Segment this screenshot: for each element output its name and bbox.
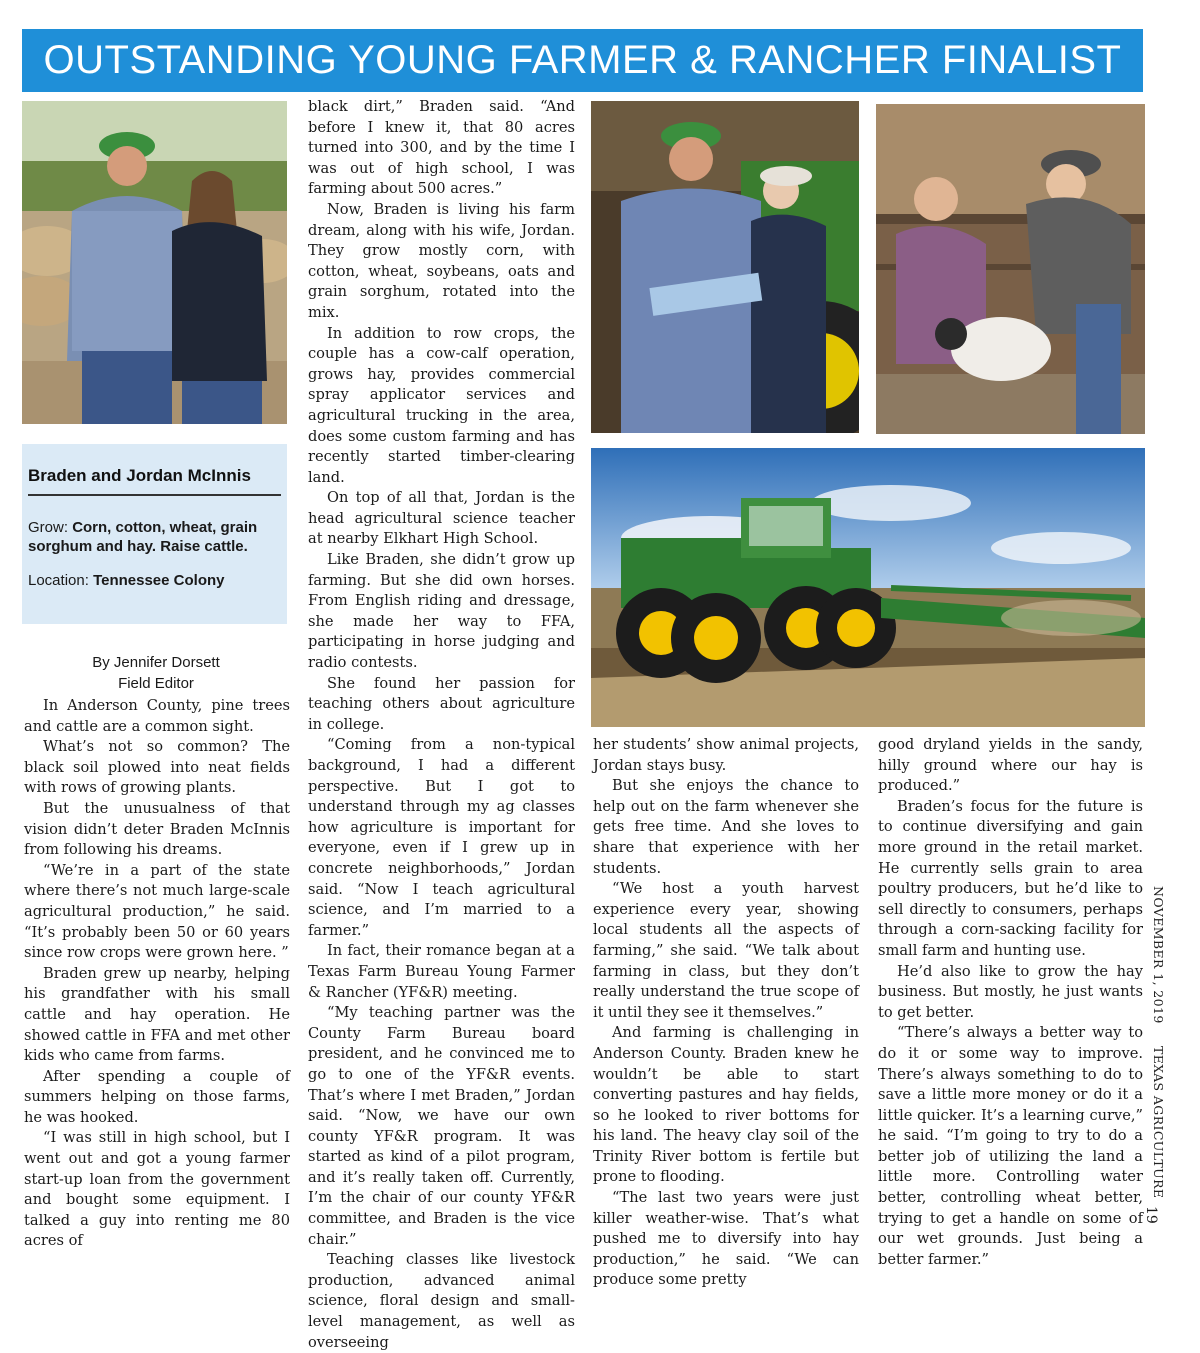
paragraph: And farming is challenging in Anderson County. Braden knew he wouldn’t be able to start converting pastures and hay fields, so he looked to river bottoms for his land. The heavy clay soil of the Trinity River bottom is fertile but prone to flooding. <box>593 1024 859 1186</box>
paragraph: “Coming from a non-typical background, I had a different perspective. But I got to understand through my ag classes how agriculture is important for everyone, even if I grew up in concrete neighborhoods,” Jordan said. “Now I teach agricultural science, and I’m married to a farmer.” <box>308 736 575 939</box>
paragraph: Braden grew up nearby, helping his grandfather with his small cattle and hay operation. He showed cattle in FFA and met other kids who came from farms. <box>24 964 290 1065</box>
folio-date: NOVEMBER 1, 2019 <box>1151 886 1166 1024</box>
paragraph: But she enjoys the chance to help out on the farm whenever she gets free time. And she loves to share that experience with her students. <box>593 777 859 877</box>
location-label: Location: <box>28 572 89 589</box>
paragraph: “There’s always a better way to do it or some way to improve. There’s always something to do to save a little more money or do it a little quicker. It’s a learning curve,” he said. “I’m going to try to do a better job of utilizing the land a little more. Controlling water better, controlling wheat better, trying to get a handle on some of our wet grounds. Just being a better farmer.” <box>878 1024 1143 1268</box>
paragraph: She found her passion for teaching others about agriculture in college. <box>308 674 575 733</box>
grow-line <box>28 518 281 556</box>
paragraph: What’s not so common? The black soil plowed into neat fields with rows of growing plants. <box>24 738 290 797</box>
byline-author: By Jennifer Dorsett <box>92 654 220 671</box>
page-number: 19 <box>1143 1206 1159 1224</box>
article-column-1 <box>24 696 290 1252</box>
paragraph: “We host a youth harvest experience every year, showing local students all the aspects of farming,” she said. “We talk about farming in class, but they don’t really understand the true scope of it until they see it themselves.” <box>593 880 859 1021</box>
section-banner <box>22 29 1143 92</box>
location-value: Tennessee Colony <box>93 572 225 589</box>
paragraph: On top of all that, Jordan is the head agricultural science teacher at nearby Elkhart High School. <box>308 489 575 548</box>
paragraph: Now, Braden is living his farm dream, along with his wife, Jordan. They grow mostly corn, with cotton, wheat, soybeans, oats and grain sorghum, rotated into the mix. <box>308 200 575 321</box>
paragraph: good dryland yields in the sandy, hilly ground where our hay is produced.” <box>878 736 1143 795</box>
article-column-4 <box>878 735 1143 1270</box>
paragraph: her students’ show animal projects, Jordan stays busy. <box>593 736 859 774</box>
banner-title: OUTSTANDING YOUNG FARMER & RANCHER FINALIST <box>43 38 1122 82</box>
farmer-names: Braden and Jordan McInnis <box>28 466 251 485</box>
location-line <box>28 572 281 589</box>
article-column-3 <box>593 735 859 1291</box>
paragraph: Like Braden, she didn’t grow up farming. But she did own horses. From English riding and dressage, she made her way to FFA, participating in horse judging and radio contests. <box>308 551 575 672</box>
grow-label: Grow: <box>28 519 69 536</box>
folio-publication: TEXAS AGRICULTURE <box>1151 1046 1166 1199</box>
paragraph: In addition to row crops, the couple has a cow-calf operation, grows hay, provides commercial spray applicator services and agricultural trucking in the area, does some custom farming and has recently started timber-clearing land. <box>308 324 575 486</box>
paragraph: After spending a couple of summers helping on those farms, he was hooked. <box>24 1067 290 1126</box>
paragraph: “We’re in a part of the state where there’s not much large-scale agricultural production,” he said. “It’s probably been 50 or 60 years since row crops were grown here. ” <box>24 861 290 962</box>
byline-role: Field Editor <box>118 675 194 692</box>
tractor-field-photo <box>591 448 1145 727</box>
livestock-sheep-photo <box>876 104 1145 434</box>
paragraph: “I was still in high school, but I went out and got a young farmer start-up loan from the government and bought some equipment. I talked a guy into renting me 80 acres of <box>24 1129 290 1250</box>
facts-divider <box>28 494 281 496</box>
paragraph: Teaching classes like livestock production, advanced animal science, floral design and small-level management, as well as overseeing <box>308 1251 575 1351</box>
classroom-tractor-photo <box>591 101 859 433</box>
paragraph: In Anderson County, pine trees and cattle are a common sight. <box>24 697 290 735</box>
paragraph: But the unusualness of that vision didn’t deter Braden McInnis from following his dreams. <box>24 799 290 859</box>
paragraph: “The last two years were just killer weather-wise. That’s what pushed me to diversify into hay production,” he said. “We can produce some pretty <box>593 1189 859 1289</box>
article-column-2 <box>308 97 575 1353</box>
paragraph: He’d also like to grow the hay business. But mostly, he just wants to get better. <box>878 962 1143 1021</box>
grow-value: Corn, cotton, wheat, grain sorghum and hay. Raise cattle. <box>28 519 258 555</box>
farm-facts-box <box>22 444 287 624</box>
paragraph: In fact, their romance began at a Texas Farm Bureau Young Farmer & Rancher (YF&R) meeting. <box>308 942 575 1001</box>
couple-portrait-photo <box>22 101 287 424</box>
paragraph: Braden’s focus for the future is to continue diversifying and gain more ground in the retail market. He currently sells grain to area poultry producers, but he’d like to sell directly to consumers, perhaps through a corn-sacking facility for small farm and hunting use. <box>878 797 1143 959</box>
paragraph: black dirt,” Braden said. “And before I knew it, that 80 acres turned into 300, and by the time I was out of high school, I was farming about 500 acres.” <box>308 98 575 198</box>
paragraph: “My teaching partner was the County Farm Bureau board president, and he convinced me to go to one of the YF&R events. That’s where I met Braden,” Jordan said. “Now, we have our own county YF&R program. It was started as kind of a pilot program, and it’s really taken off. Currently, I’m the chair of our county YF&R committee, and Braden is the vice chair.” <box>308 1004 575 1248</box>
